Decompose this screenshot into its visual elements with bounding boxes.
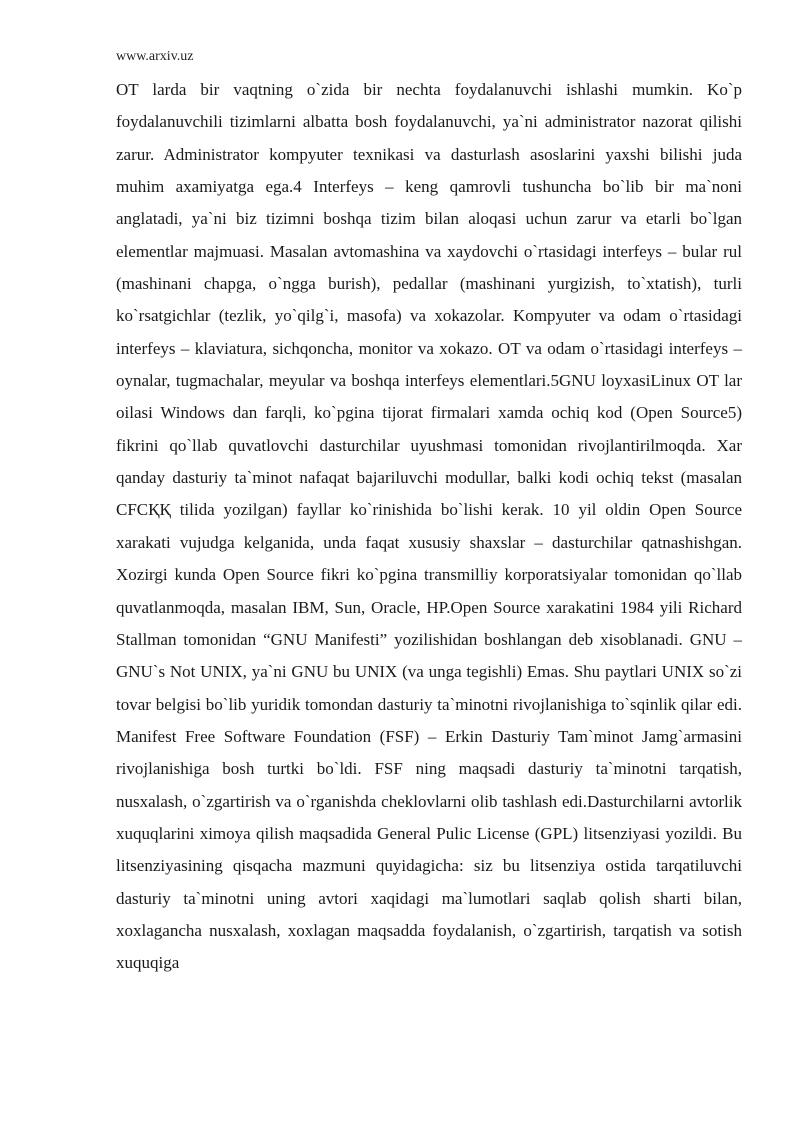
site-header-url: www.arxiv.uz [116,49,194,64]
document-body-paragraph: OT larda bir vaqtning o`zida bir nechta foydalanuvchi ishlashi mumkin. Ko`p foydalanuvchili tizimlarni albatta bosh foydalanuvchi, ya`ni administrator nazorat qilishi zarur. Administrator kompyuter texnikasi va dasturlash asoslarini yaxshi bilishi juda muhim axamiyatga ega.4 Interfeys – keng qamrovli tushuncha bo`lib bir ma`noni anglatadi, ya`ni biz tizimni boshqa tizim bilan aloqasi uchun zarur va etarli bo`lgan elementlar majmuasi. Masalan avtomashina va xaydovchi o`rtasidagi interfeys – bular rul (mashinani chapga, o`ngga burish), pedallar (mashinani yurgizish, to`xtatish), turli ko`rsatgichlar (tezlik, yo`qilg`i, masofa) va xokazolar. Kompyuter va odam o`rtasidagi interfeys – klaviatura, sichqoncha, monitor va xokazo. OT va odam o`rtasidagi interfeys – oynalar, tugmachalar, meyular va boshqa interfeys elementlari.5GNU loyxasiLinux OT lar oilasi Windows dan farqli, ko`pgina tijorat firmalari xamda ochiq kod (Open Source5) fikrini qo`llab quvatlovchi dasturchilar uyushmasi tomonidan rivojlantirilmoqda. Xar qanday dasturiy ta`minot nafaqat bajariluvchi modullar, balki kodi ochiq tekst (masalan CFСҚҚ tilida yozilgan) fayllar ko`rinishida bo`lishi kerak. 10 yil oldin Open Source xarakati vujudga kelganida, unda faqat xususiy shaxslar – dasturchilar qatnashishgan. Xozirgi kunda Open Source fikri ko`pgina transmilliy korporatsiyalar tomonidan qo`llab quvatlanmoqda, masalan IBM, Sun, Oracle, HP.Open Source xarakatini 1984 yili Richard Stallman tomonidan “GNU Manifesti” yozilishidan boshlangan deb xisoblanadi. GNU – GNU`s Not UNIX, ya`ni GNU bu UNIX (va unga tegishli) Emas. Shu paytlari UNIX so`zi tovar belgisi bo`lib yuridik tomondan dasturiy ta`minotni rivojlanishiga to`sqinlik qilar edi. Manifest Free Software Foundation (FSF) – Erkin Dasturiy Tam`minot Jamg`armasini rivojlanishiga bosh turtki bo`ldi. FSF ning maqsadi dasturiy ta`minotni tarqatish, nusxalash, o`zgartirish va o`rganishda cheklovlarni olib tashlash edi.Dasturchilarni avtorlik xuquqlarini ximoya qilish maqsadida General Pulic License (GPL) litsenziyasi yozildi. Bu litsenziyasining qisqacha mazmuni quyidagicha: siz bu litsenziya ostida tarqatiluvchi dasturiy ta`minotni uning avtori xaqidagi ma`lumotlari saqlab qolish sharti bilan, xoxlagancha nusxalash, xoxlagan maqsadda foydalanish, o`zgartirish, tarqatish va sotish xuquqiga [116,80,742,973]
